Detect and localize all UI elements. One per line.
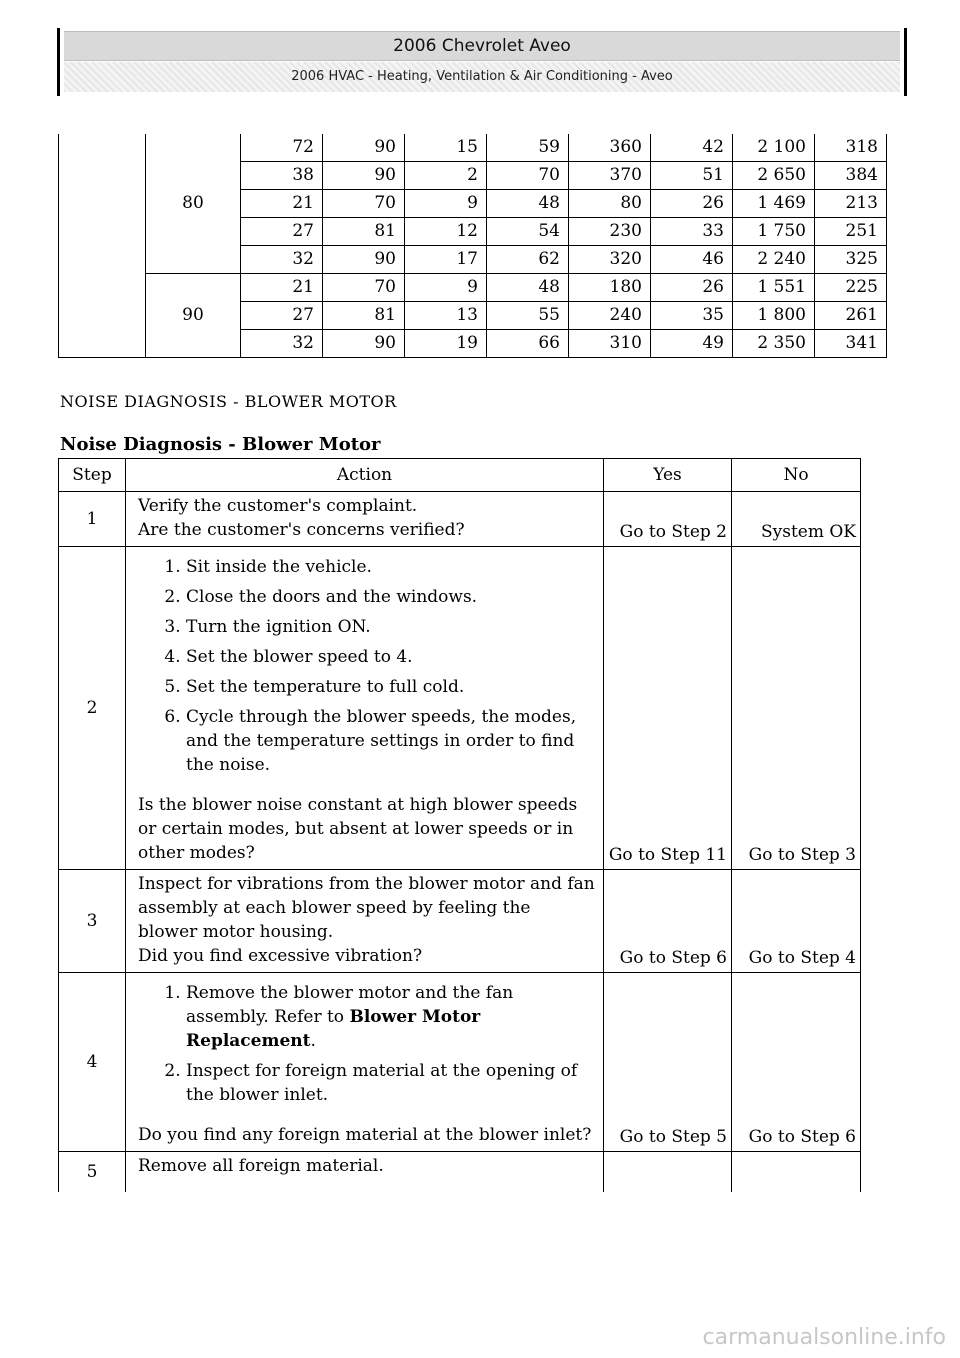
list-item: 6. Cycle through the blower speeds, the modes, and the temperature settings in order to find the noise. <box>186 705 595 777</box>
table-cell: 318 <box>815 134 887 162</box>
table-cell: 48 <box>487 274 569 302</box>
step-action <box>126 1152 604 1193</box>
no-header: No <box>732 459 861 492</box>
table-row <box>59 274 887 302</box>
step-action <box>126 547 604 870</box>
table-cell: 90 <box>323 246 405 274</box>
blank-cell <box>59 134 146 274</box>
table-cell: 90 <box>323 162 405 190</box>
section-heading: NOISE DIAGNOSIS - BLOWER MOTOR <box>60 392 397 411</box>
table-cell: 2 100 <box>733 134 815 162</box>
group-label: 80 <box>146 134 241 274</box>
yes-cell: Go to Step 6 <box>604 870 732 973</box>
table-cell: 72 <box>241 134 323 162</box>
table-caption: Noise Diagnosis - Blower Motor <box>60 434 381 455</box>
table-cell: 12 <box>405 218 487 246</box>
table-cell: 32 <box>241 246 323 274</box>
step-row-5 <box>59 1152 861 1193</box>
table-cell: 261 <box>815 302 887 330</box>
table-cell: 38 <box>241 162 323 190</box>
action-line: Inspect for vibrations from the blower motor and fan assembly at each blower speed by feeling the blower motor housing. <box>138 874 595 942</box>
table-cell: 240 <box>569 302 651 330</box>
table-cell: 230 <box>569 218 651 246</box>
table-cell: 2 350 <box>733 330 815 358</box>
table-cell: 81 <box>323 218 405 246</box>
table-cell: 51 <box>651 162 733 190</box>
table-cell: 62 <box>487 246 569 274</box>
table-cell: 1 469 <box>733 190 815 218</box>
table-cell: 80 <box>569 190 651 218</box>
header-left-border <box>57 28 60 96</box>
step-row-4 <box>59 973 861 1152</box>
table-cell: 70 <box>323 190 405 218</box>
table-row <box>59 134 887 162</box>
yes-cell: Go to Step 11 <box>604 547 732 870</box>
table-cell: 27 <box>241 218 323 246</box>
table-cell: 26 <box>651 190 733 218</box>
table-cell: 225 <box>815 274 887 302</box>
table-cell: 26 <box>651 274 733 302</box>
action-line: Verify the customer's complaint. <box>138 496 418 516</box>
action-header: Action <box>126 459 604 492</box>
table-cell: 384 <box>815 162 887 190</box>
table-cell: 35 <box>651 302 733 330</box>
table-cell: 15 <box>405 134 487 162</box>
yes-header: Yes <box>604 459 732 492</box>
group-label: 90 <box>146 274 241 358</box>
table-cell: 1 750 <box>733 218 815 246</box>
table-cell: 9 <box>405 190 487 218</box>
list-item: 2. Inspect for foreign material at the opening of the blower inlet. <box>186 1059 595 1107</box>
list-item: 4. Set the blower speed to 4. <box>186 645 595 669</box>
table-cell: 32 <box>241 330 323 358</box>
noise-diagnosis-table <box>58 458 861 1192</box>
table-cell: 2 <box>405 162 487 190</box>
step-number: 5 <box>59 1152 126 1193</box>
table-cell: 213 <box>815 190 887 218</box>
action-question: Do you find any foreign material at the blower inlet? <box>138 1125 592 1145</box>
table-cell: 70 <box>323 274 405 302</box>
table-cell: 42 <box>651 134 733 162</box>
list-item: 3. Turn the ignition ON. <box>186 615 595 639</box>
list-item <box>186 981 595 1053</box>
table-cell: 33 <box>651 218 733 246</box>
step-header: Step <box>59 459 126 492</box>
action-line: Remove all foreign material. <box>138 1156 384 1176</box>
action-question: Did you find excessive vibration? <box>138 946 423 966</box>
step-number: 2 <box>59 547 126 870</box>
list-item: 5. Set the temperature to full cold. <box>186 675 595 699</box>
table-cell: 46 <box>651 246 733 274</box>
table-cell: 19 <box>405 330 487 358</box>
action-list <box>138 981 595 1107</box>
table-cell: 341 <box>815 330 887 358</box>
action-list <box>138 555 595 777</box>
table-cell: 90 <box>323 134 405 162</box>
table-cell: 13 <box>405 302 487 330</box>
header-row <box>59 459 861 492</box>
table-cell: 9 <box>405 274 487 302</box>
blank-cell <box>59 274 146 358</box>
table-cell: 48 <box>487 190 569 218</box>
watermark: carmanualsonline.info <box>702 1325 946 1350</box>
action-question: Is the blower noise constant at high blower speeds or certain modes, but absent at lower speeds or in other modes? <box>138 795 578 863</box>
table-cell: 360 <box>569 134 651 162</box>
list-item: 1. Sit inside the vehicle. <box>186 555 595 579</box>
list-item: 2. Close the doors and the windows. <box>186 585 595 609</box>
step-action <box>126 870 604 973</box>
step-action <box>126 492 604 547</box>
table-cell: 17 <box>405 246 487 274</box>
table-cell: 310 <box>569 330 651 358</box>
yes-cell: Go to Step 5 <box>604 973 732 1152</box>
step-row-3 <box>59 870 861 973</box>
table-cell: 54 <box>487 218 569 246</box>
list-item-text: Remove the blower motor and the fan assembly. Refer to <box>186 983 514 1027</box>
action-question: Are the customer's concerns verified? <box>138 520 465 540</box>
table-cell: 180 <box>569 274 651 302</box>
table-cell: 49 <box>651 330 733 358</box>
no-cell: Go to Step 3 <box>732 547 861 870</box>
document-title: 2006 Chevrolet Aveo <box>64 31 900 61</box>
table-cell: 66 <box>487 330 569 358</box>
step-action <box>126 973 604 1152</box>
specification-table <box>58 134 887 358</box>
table-cell: 325 <box>815 246 887 274</box>
table-cell: 59 <box>487 134 569 162</box>
table-cell: 2 650 <box>733 162 815 190</box>
table-cell: 370 <box>569 162 651 190</box>
table-cell: 70 <box>487 162 569 190</box>
page-header <box>57 28 907 96</box>
table-cell: 320 <box>569 246 651 274</box>
table-cell: 55 <box>487 302 569 330</box>
step-number: 4 <box>59 973 126 1152</box>
no-cell: Go to Step 6 <box>732 973 861 1152</box>
yes-cell: Go to Step 2 <box>604 492 732 547</box>
header-right-border <box>904 28 907 96</box>
table-cell: 27 <box>241 302 323 330</box>
no-cell: System OK <box>732 492 861 547</box>
document-subtitle: 2006 HVAC - Heating, Ventilation & Air Conditioning - Aveo <box>64 62 900 92</box>
reference-link[interactable]: Blower Motor Replacement <box>186 1007 481 1051</box>
table-cell: 1 551 <box>733 274 815 302</box>
table-cell: 21 <box>241 274 323 302</box>
no-cell <box>732 1152 861 1193</box>
table-cell: 21 <box>241 190 323 218</box>
step-number: 1 <box>59 492 126 547</box>
list-item-text-end: . <box>310 1031 316 1051</box>
table-cell: 81 <box>323 302 405 330</box>
table-cell: 1 800 <box>733 302 815 330</box>
step-number: 3 <box>59 870 126 973</box>
yes-cell <box>604 1152 732 1193</box>
step-row-1 <box>59 492 861 547</box>
step-row-2 <box>59 547 861 870</box>
table-cell: 90 <box>323 330 405 358</box>
no-cell: Go to Step 4 <box>732 870 861 973</box>
table-cell: 251 <box>815 218 887 246</box>
table-cell: 2 240 <box>733 246 815 274</box>
